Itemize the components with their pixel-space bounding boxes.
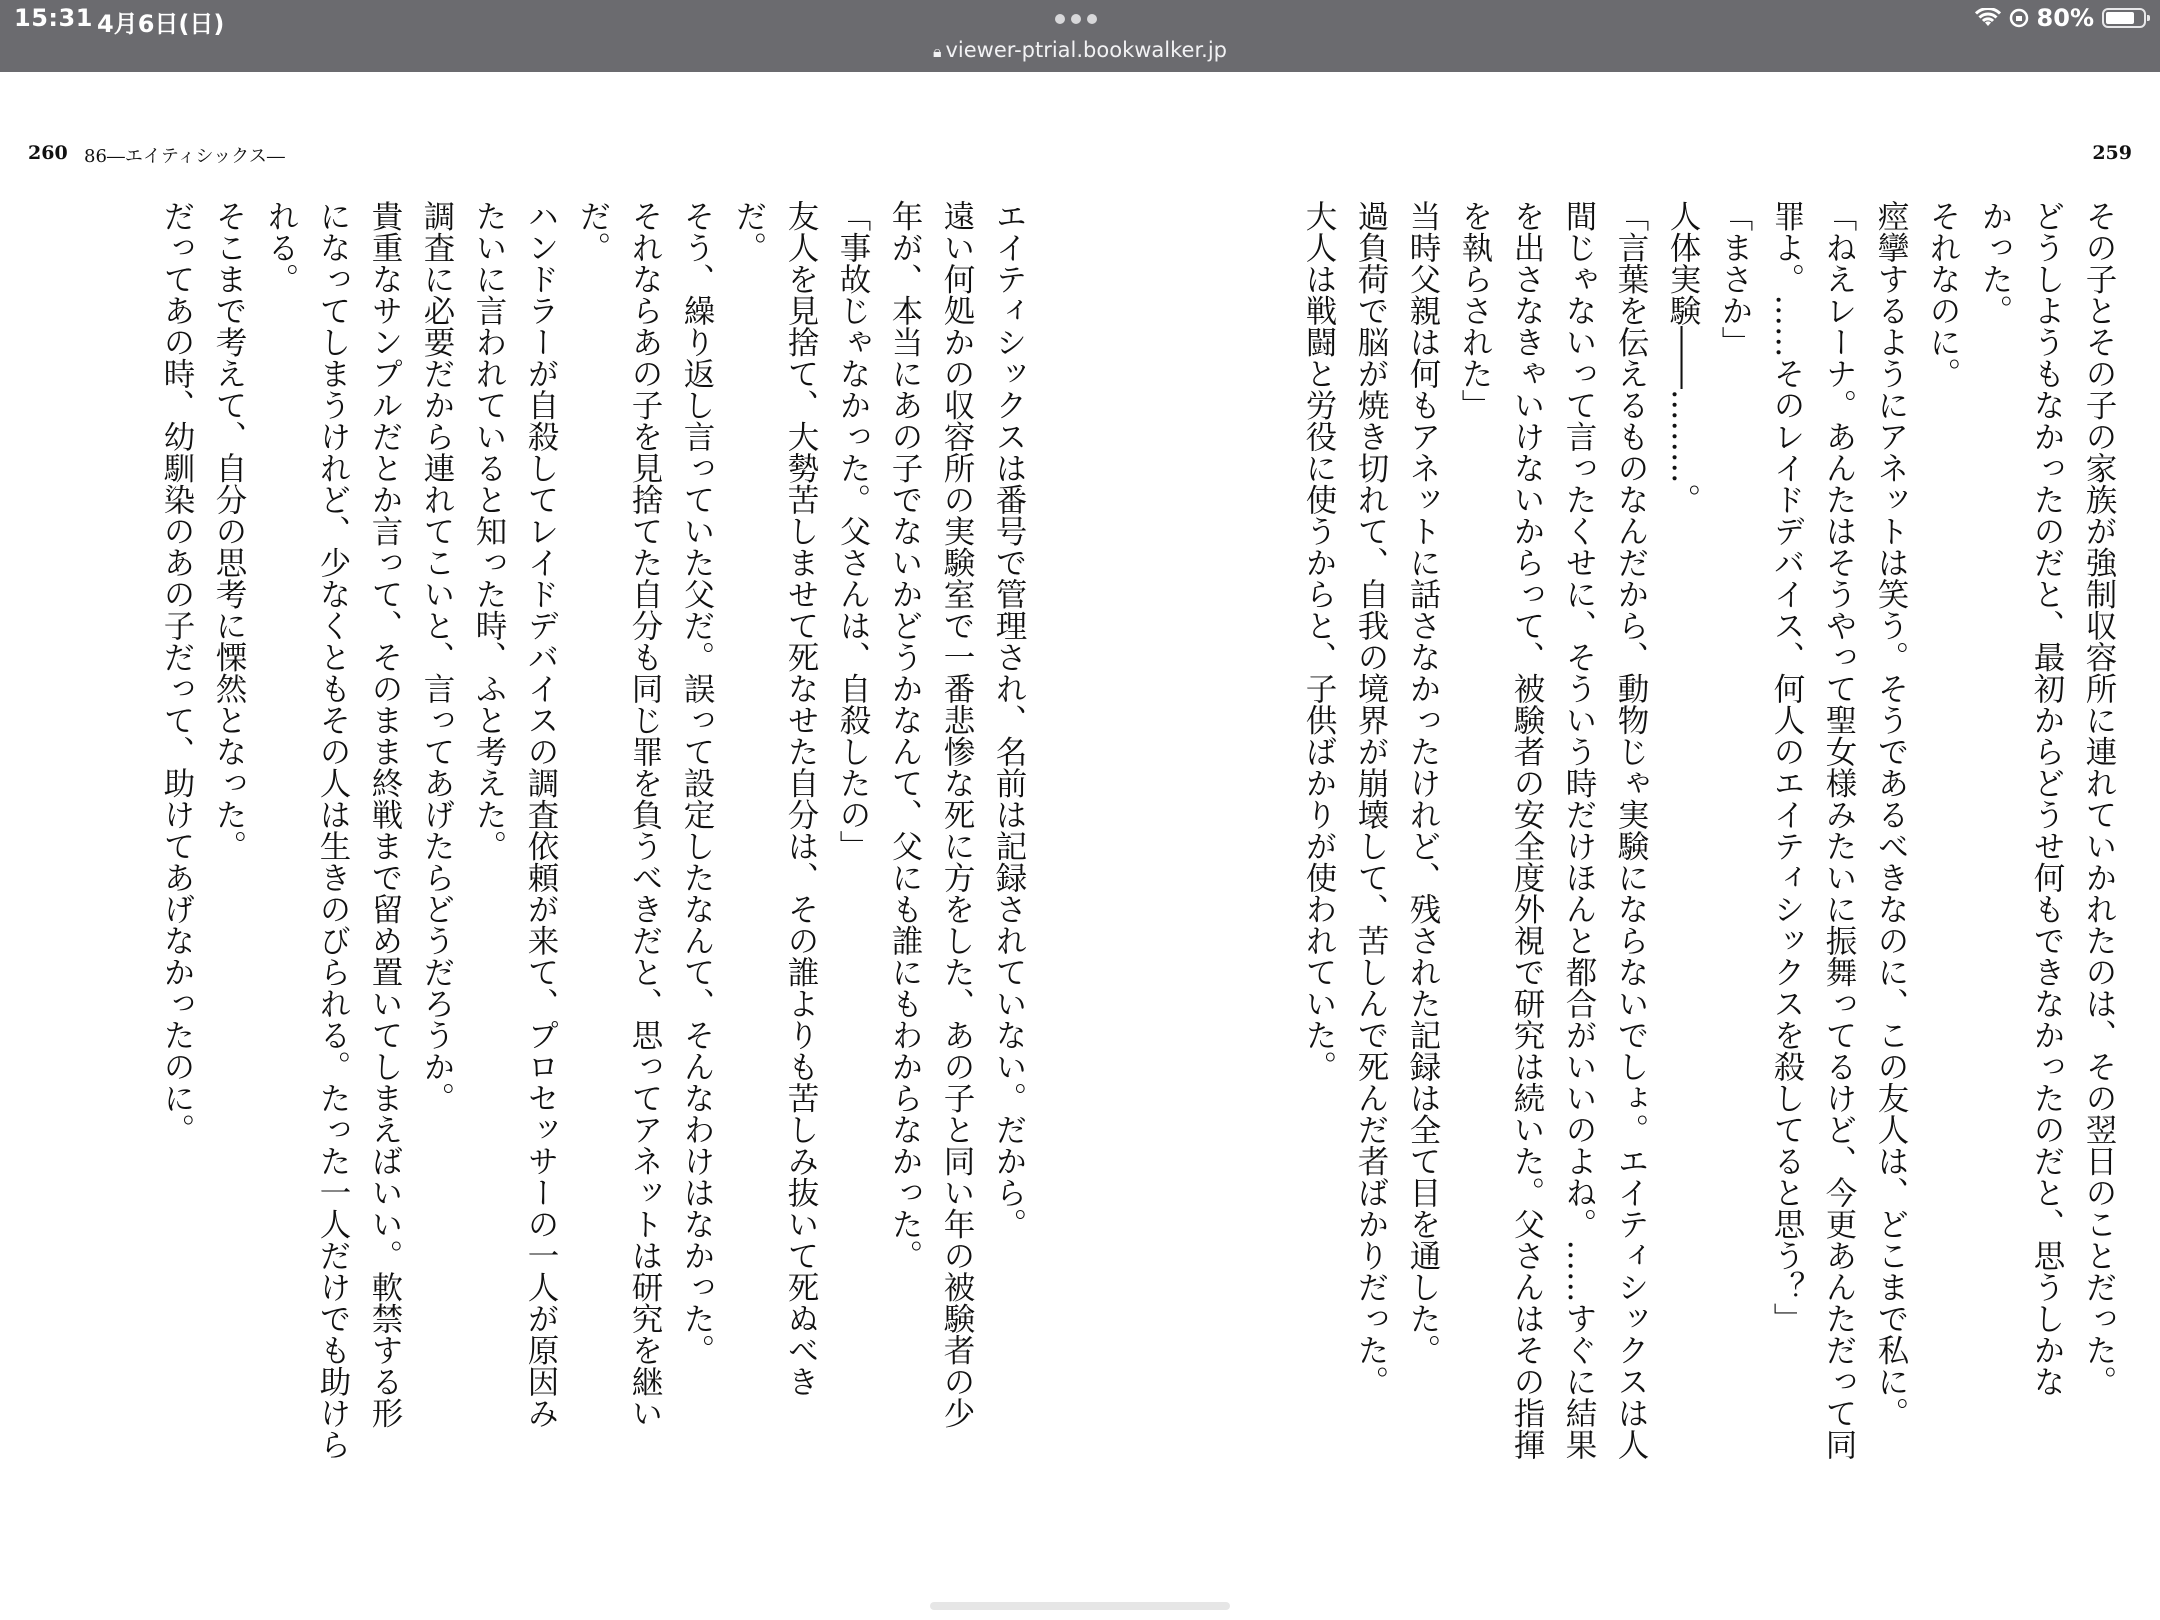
- text-line: 「言葉を伝えるものなんだから、動物じゃ実験にならないでしょ。エイティシックスは人: [1613, 200, 1649, 1460]
- text-line: 「事故じゃなかった。父さんは、自殺したの」: [835, 200, 871, 862]
- battery-icon: [2102, 8, 2146, 28]
- text-line: ハンドラーが自殺してレイドデバイスの調査依頼が来て、プロセッサーの一人が原因み: [523, 200, 559, 1429]
- text-line: 友人を見捨て、大勢苦しませて死なせた自分は、その誰よりも苦しみ抜いて死ぬべき: [783, 200, 819, 1397]
- status-bar: [0, 0, 2160, 72]
- text-line: れる。: [263, 200, 299, 295]
- text-line: 貴重なサンプルだとか言って、そのまま終戦まで留め置いてしまえばいい。軟禁する形: [367, 200, 403, 1429]
- running-head: 86―エイティシックス―: [84, 146, 285, 167]
- status-time: 15:31: [14, 4, 93, 32]
- text-line: 調査に必要だから連れてこいと、言ってあげたらどうだろうか。: [419, 200, 455, 1114]
- address-bar[interactable]: [0, 38, 2160, 62]
- home-indicator[interactable]: [930, 1602, 1230, 1610]
- text-line: それなのに。: [1925, 200, 1961, 389]
- left-page-text: [60, 200, 1035, 1590]
- text-line: を執らされた」: [1457, 200, 1493, 421]
- text-line: 間じゃないって言ったくせに、そういう時だけほんと都合がいいのよね。……すぐに結果: [1561, 200, 1597, 1460]
- text-line: 年が、本当にあの子でないかどうかなんて、父にも誰にもわからなかった。: [887, 200, 923, 1271]
- text-line: 人体実験――………。: [1665, 200, 1701, 515]
- wifi-icon: [1975, 8, 2001, 28]
- text-line: そう、繰り返し言っていた父だ。誤って設定したなんて、そんなわけはなかった。: [679, 200, 715, 1366]
- text-line: それならあの子を見捨てた自分も同じ罪を負うべきだと、思ってアネットは研究を継い: [627, 200, 663, 1429]
- right-page-text: [1150, 200, 2125, 1590]
- text-line: だ。: [731, 200, 767, 263]
- text-line: エイティシックスは番号で管理され、名前は記録されていない。だから。: [991, 200, 1027, 1240]
- text-line: 痙攣するようにアネットは笑う。そうであるべきなのに、この友人は、どこまで私に。: [1873, 200, 1909, 1429]
- text-line: 大人は戦闘と労役に使うからと、子供ばかりが使われていた。: [1301, 200, 1337, 1082]
- text-line: になってしまうけれど、少なくともその人は生きのびられる。たった一人だけでも助けら: [315, 200, 351, 1460]
- status-indicators: [1975, 4, 2146, 32]
- text-line: そこまで考えて、自分の思考に慄然となった。: [211, 200, 247, 862]
- text-line: 過負荷で脳が焼き切れて、自我の境界が崩壊して、苦しんで死んだ者ばかりだった。: [1353, 200, 1389, 1397]
- battery-percentage: 80%: [2036, 4, 2094, 32]
- text-line: を出さなきゃいけないからって、被験者の安全度外視で研究は続いた。父さんはその指揮: [1509, 200, 1545, 1460]
- text-line: だってあの時、幼馴染のあの子だって、助けてあげなかったのに。: [159, 200, 195, 1145]
- url-text: viewer-ptrial.bookwalker.jp: [945, 38, 1228, 62]
- lock-icon: 🔒︎: [932, 42, 942, 61]
- multitask-dots-icon[interactable]: [1055, 14, 1097, 24]
- text-line: 「まさか」: [1717, 200, 1753, 358]
- left-page-number: 260: [28, 142, 68, 164]
- text-line: どうしようもなかったのだと、最初からどうせ何もできなかったのだと、思うしかな: [2029, 200, 2065, 1397]
- text-line: 遠い何処かの収容所の実験室で一番悲惨な死に方をした、あの子と同い年の被験者の少: [939, 200, 975, 1429]
- orientation-lock-icon: [2009, 8, 2029, 28]
- right-page-number: 259: [2092, 142, 2132, 164]
- text-line: たいに言われていると知った時、ふと考えた。: [471, 200, 507, 862]
- text-line: その子とその子の家族が強制収容所に連れていかれたのは、その翌日のことだった。: [2081, 200, 2117, 1397]
- text-line: かった。: [1977, 200, 2013, 326]
- text-line: 「ねえレーナ。あんたはそうやって聖女様みたいに振舞ってるけど、今更あんただって同: [1821, 200, 1857, 1460]
- text-line: 当時父親は何もアネットに話さなかったけれど、残された記録は全て目を通した。: [1405, 200, 1441, 1366]
- text-line: だ。: [575, 200, 611, 263]
- status-date: 4月6日(日): [97, 10, 225, 38]
- text-line: 罪よ。……そのレイドデバイス、何人のエイティシックスを殺してると思う？」: [1769, 200, 1805, 1334]
